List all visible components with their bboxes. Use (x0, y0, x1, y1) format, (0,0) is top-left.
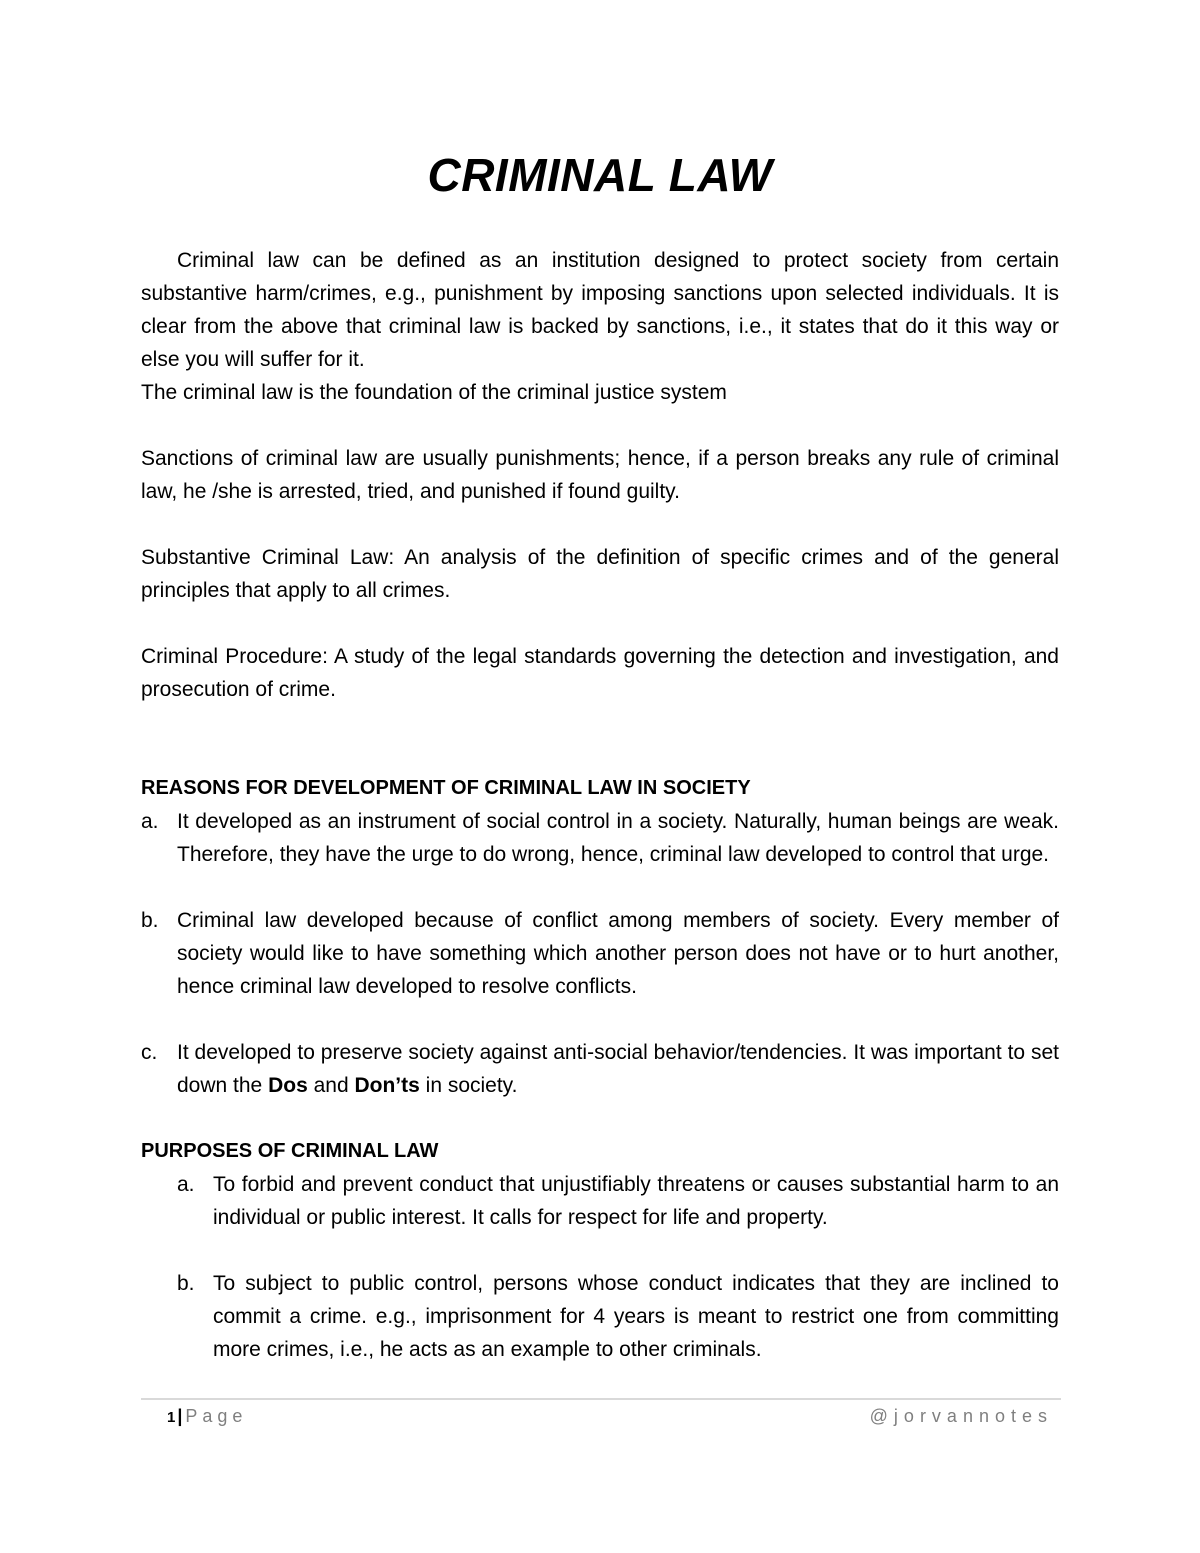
page-separator: | (177, 1406, 183, 1426)
document-body (141, 244, 1059, 1366)
intro-paragraph-sanctions: Sanctions of criminal law are usually punishments; hence, if a person breaks any rule of criminal law, he /she is arrested, tried, and punished if found guilty. (141, 447, 1059, 503)
list-item (141, 805, 1059, 871)
list-marker: b. (141, 909, 159, 932)
list-item-text-start: It developed to preserve society against anti-social behavior/tendencies. It was important to set down the (177, 1041, 1059, 1097)
list-item (141, 1267, 1059, 1366)
list-item-text-end: in society. (419, 1074, 518, 1097)
dos-emphasis: Dos (268, 1074, 308, 1097)
list-item (141, 1036, 1059, 1102)
author-handle: @jorvannotes (869, 1406, 1053, 1426)
intro-paragraph-procedure: Criminal Procedure: A study of the legal standards governing the detection and investigation, and prosecution of crime. (141, 645, 1059, 701)
intro-paragraph-foundation: The criminal law is the foundation of the criminal justice system (141, 381, 727, 404)
list-item (141, 904, 1059, 1003)
donts-emphasis: Don’ts (354, 1074, 420, 1097)
reasons-list (141, 805, 1059, 1102)
reasons-heading: REASONS FOR DEVELOPMENT OF CRIMINAL LAW IN SOCIETY (141, 777, 751, 799)
list-item-text: To subject to public control, persons whose conduct indicates that they are inclined to commit a crime. e.g., imprisonment for 4 years is meant to restrict one from committing more crimes, i.e., he acts as an example to other criminals. (213, 1272, 1059, 1361)
intro-paragraph-definition: Criminal law can be defined as an institution designed to protect society from certain substantive harm/crimes, e.g., punishment by imposing sanctions upon selected individuals. It is clear from the above that criminal law is backed by sanctions, i.e., it states that do it this way or else you will suffer for it. (141, 249, 1059, 371)
page-label: Page (185, 1406, 248, 1426)
list-item-text: To forbid and prevent conduct that unjustifiably threatens or causes substantial harm to an individual or public interest. It calls for respect for life and property. (213, 1173, 1059, 1229)
list-marker: c. (141, 1041, 158, 1064)
page-number: 1 (167, 1409, 176, 1426)
page-indicator (167, 1404, 247, 1430)
list-item-text-mid: and (307, 1074, 355, 1097)
list-item-text: It developed as an instrument of social control in a society. Naturally, human beings are weak. Therefore, they have the urge to do wrong, hence, criminal law developed to control that urge. (177, 810, 1059, 866)
document-title: CRIMINAL LAW (427, 149, 773, 201)
purposes-list (141, 1168, 1059, 1366)
intro-paragraph-substantive-law: Substantive Criminal Law: An analysis of the definition of specific crimes and of the general principles that apply to all crimes. (141, 546, 1059, 602)
list-marker: b. (177, 1272, 195, 1295)
purposes-heading: PURPOSES OF CRIMINAL LAW (141, 1140, 439, 1162)
footer-divider (141, 1398, 1061, 1400)
list-marker: a. (177, 1173, 195, 1196)
list-item-text: Criminal law developed because of conflict among members of society. Every member of society would like to have something which another person does not have or to hurt another, hence criminal law developed to resolve conflicts. (177, 909, 1059, 998)
list-marker: a. (141, 810, 159, 833)
page-footer (141, 1404, 1053, 1428)
list-item (141, 1168, 1059, 1234)
